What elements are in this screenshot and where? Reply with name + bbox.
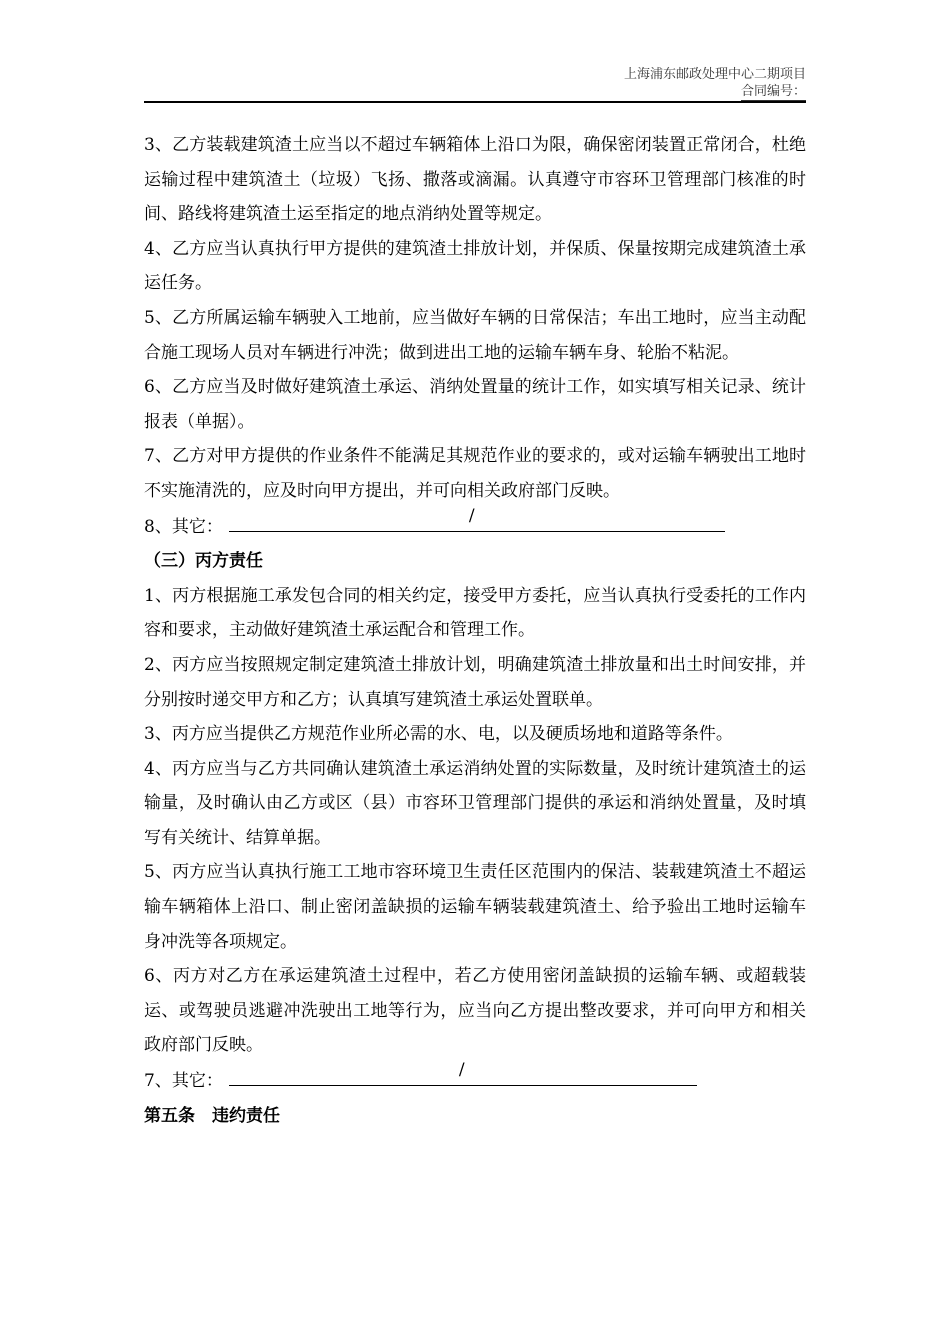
party-c-clause-1: 1、丙方根据施工承发包合同的相关约定，接受甲方委托，应当认真执行受委托的工作内容和要求，主动做好建筑渣土承运配合和管理工作。 [144, 585, 806, 641]
party-c-clause-4: 4、丙方应当与乙方共同确认建筑渣土承运消纳处置的实际数量，及时统计建筑渣土的运输量，及时确认由乙方或区（县）市容环卫管理部门提供的承运和消纳处置量，及时填写有关统计、结算单据。 [144, 758, 806, 848]
party-c-clause-3: 3、丙方应当提供乙方规范作业所必需的水、电，以及硬质场地和道路等条件。 [144, 724, 733, 745]
party-c-other-label: 7、其它： [144, 1071, 223, 1092]
party-c-other-value: / [458, 1060, 465, 1081]
party-b-other-value: / [468, 505, 475, 526]
party-b-clause-4: 4、乙方应当认真执行甲方提供的建筑渣土排放计划，并保质、保量按期完成建筑渣土承运任务。 [144, 238, 806, 294]
party-c-clause-2: 2、丙方应当按照规定制定建筑渣土排放计划，明确建筑渣土排放量和出土时间安排，并分别按时递交甲方和乙方；认真填写建筑渣土承运处置联单。 [144, 654, 806, 710]
party-c-clause-6: 6、丙方对乙方在承运建筑渣土过程中，若乙方使用密闭盖缺损的运输车辆、或超载装运、或驾驶员逃避冲洗驶出工地等行为，应当向乙方提出整改要求，并可向甲方和相关政府部门反映。 [144, 966, 806, 1056]
party-c-clause-5: 5、丙方应当认真执行施工工地市容环境卫生责任区范围内的保洁、装载建筑渣土不超运输车辆箱体上沿口、制止密闭盖缺损的运输车辆装载建筑渣土、给予验出工地时运输车身冲洗等各项规定。 [144, 862, 806, 952]
party-b-other-fill-line [229, 505, 725, 532]
party-b-clause-3: 3、乙方装载建筑渣土应当以不超过车辆箱体上沿口为限，确保密闭装置正常闭合，杜绝运输过程中建筑渣土（垃圾）飞扬、撒落或滴漏。认真遵守市容环卫管理部门核准的时间、路线将建筑渣土运至指定的地点消纳处置等规定。 [144, 135, 806, 225]
article-5-heading: 第五条 违约责任 [144, 1105, 280, 1126]
page-header [144, 66, 806, 101]
header-contract-number: 合同编号： [740, 84, 806, 99]
party-c-other-clause [144, 1060, 806, 1099]
document-body [144, 128, 806, 1133]
section-c-heading: （三）丙方责任 [144, 551, 263, 572]
party-b-clause-6: 6、乙方应当及时做好建筑渣土承运、消纳处置量的统计工作，如实填写相关记录、统计报表（单据）。 [144, 377, 806, 432]
party-b-clause-5: 5、乙方所属运输车辆驶入工地前，应当做好车辆的日常保洁；车出工地时，应当主动配合施工现场人员对车辆进行冲洗；做到进出工地的运输车辆车身、轮胎不粘泥。 [144, 307, 806, 363]
header-project-name: 上海浦东邮政处理中心二期项目 [623, 67, 806, 82]
party-b-other-clause [144, 505, 806, 545]
party-b-clause-7: 7、乙方对甲方提供的作业条件不能满足其规范作业的要求的，或对运输车辆驶出工地时不实施清洗的，应及时向甲方提出，并可向相关政府部门反映。 [144, 446, 806, 501]
header-divider [144, 101, 806, 103]
party-b-other-label: 8、其它： [144, 516, 223, 537]
party-c-other-fill-line [229, 1060, 697, 1086]
